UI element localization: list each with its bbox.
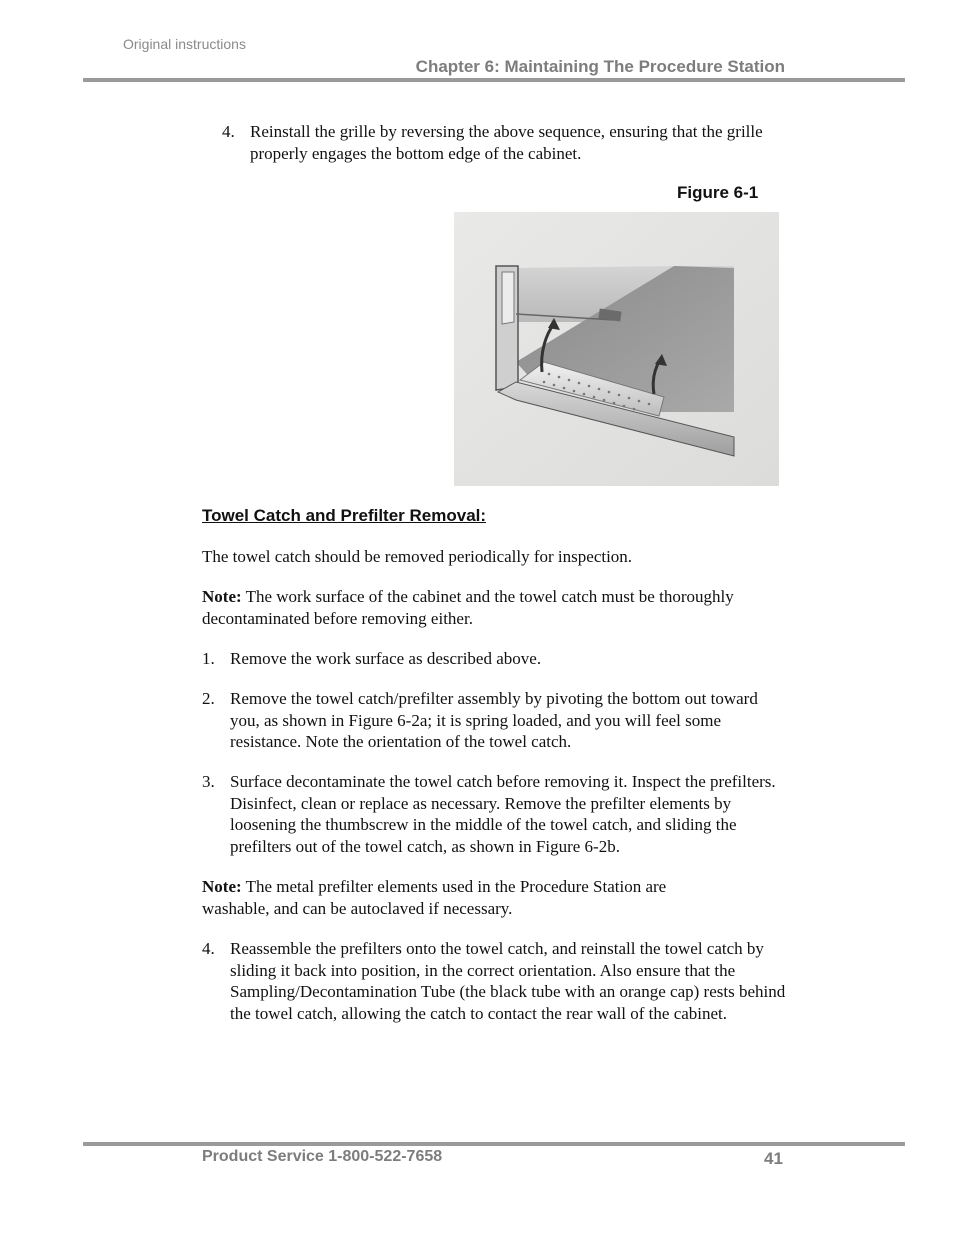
list-text: Remove the work surface as described above. [230, 649, 542, 668]
footer-rule [83, 1142, 905, 1146]
note-label: Note: [202, 877, 242, 896]
note-paragraph-1 [202, 586, 762, 629]
note-text: The work surface of the cabinet and the towel catch must be thoroughly decontaminated before removing either. [202, 587, 734, 628]
list-text: Reassemble the prefilters onto the towel catch, and reinstall the towel catch by sliding it back into position, in the correct orientation. Also ensure that the Sampling/Decontamination Tube (the black tube with an orange cap) rests behind the towel catch, allowing the catch to contact the rear wall of the cabinet. [230, 939, 786, 1023]
list-number: 4. [222, 122, 235, 141]
intro-paragraph: The towel catch should be removed periodically for inspection. [202, 547, 633, 566]
section-title: Towel Catch and Prefilter Removal: [202, 506, 487, 525]
header-chapter-title: Chapter 6: Maintaining The Procedure Station [415, 57, 785, 76]
list-text: Surface decontaminate the towel catch before removing it. Inspect the prefilters. Disinfect, clean or replace as necessary. Remove the prefilter elements by loosening the thumbscrew in the middle of the towel catch, and sliding the prefilters out of the towel catch, as shown in Figure 6-2b. [230, 772, 776, 856]
list-text: Remove the towel catch/prefilter assembly by pivoting the bottom out toward you, as shown in Figure 6-2a; it is spring loaded, and you will feel some resistance. Note the orientation of the towel catch. [230, 689, 758, 751]
list-number: 4. [202, 939, 215, 958]
header-original-instructions: Original instructions [123, 36, 246, 52]
figure-caption: Figure 6-1 [677, 183, 759, 202]
footer-product-service: Product Service 1-800-522-7658 [202, 1148, 443, 1165]
list-number: 2. [202, 689, 215, 708]
list-number: 1. [202, 649, 215, 668]
list-text: Reinstall the grille by reversing the above sequence, ensuring that the grille properly engages the bottom edge of the cabinet. [250, 122, 763, 163]
note-paragraph-2 [202, 876, 732, 919]
list-number: 3. [202, 772, 215, 791]
footer-page-number: 41 [764, 1149, 783, 1168]
note-label: Note: [202, 587, 242, 606]
figure-cabinet-grille [454, 212, 779, 486]
header-rule [83, 78, 905, 82]
note-text: The metal prefilter elements used in the Procedure Station are washable, and can be autoclaved if necessary. [202, 877, 667, 918]
